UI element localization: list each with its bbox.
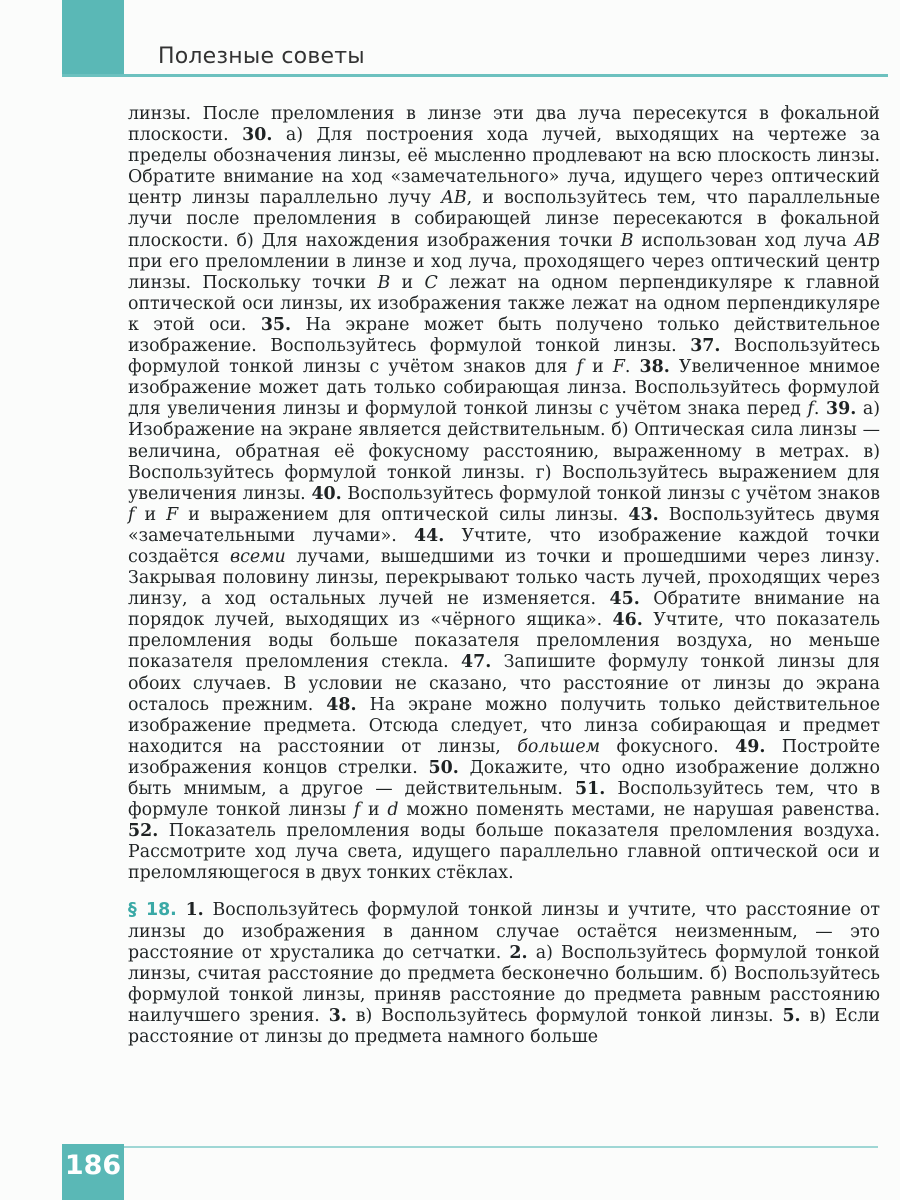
item-number: 30.	[242, 125, 273, 146]
footer-rule	[124, 1146, 878, 1148]
item-number: 51.	[575, 779, 606, 799]
text-run: Увеличенное мнимое изображение может дать только собирающая линза. Воспользуйтесь формулой для увеличения линзы и формулой тонкой линзы с учётом знака перед	[128, 357, 880, 420]
page-content	[128, 104, 880, 1048]
italic-term: f	[128, 504, 135, 525]
paragraph-section-18	[128, 900, 880, 1048]
item-number: 40.	[311, 483, 342, 504]
text-run: и выражением для оптической силы линзы.	[178, 504, 629, 525]
text-run: Воспользуйтесь формулой тонкой линзы с учётом знаков для	[128, 336, 880, 378]
paragraph-1	[128, 104, 880, 884]
text-run: а) Воспользуйтесь формулой тонкой линзы, считая расстояние до предмета бесконечно большим. б) Воспользуйтесь формулой тонкой линзы, приняв расстояние до предмета равным расстоянию наилучшего зрения.	[128, 942, 880, 1026]
text-run: .	[624, 357, 640, 378]
header-tab	[62, 0, 124, 76]
text-run: а) Для построения хода лучей, выходящих на чертеже за пределы обозначения линзы, её мысленно продлевают на всю плоскость линзы. Обратите внимание на ход «замечательного» луча, идущего через оптический центр линзы параллельно лучу	[128, 125, 880, 209]
text-run	[177, 900, 186, 920]
page-number: 186	[64, 1150, 122, 1181]
text-run: при его преломлении в линзе и ход луча, проходящего через оптический центр линзы. Поскольку точки	[128, 251, 880, 293]
item-number: 45.	[609, 589, 640, 610]
italic-term: всеми	[229, 546, 286, 567]
italic-term: C	[424, 272, 438, 293]
item-number: 47.	[461, 652, 492, 673]
section-number: § 18.	[128, 900, 177, 921]
item-number: 1.	[185, 900, 204, 921]
text-run: Воспользуйтесь формулой тонкой линзы и учтите, что расстояние от линзы до изображения в данном случае остаётся неизменным, — это расстояние от хрусталика до сетчатки.	[128, 900, 880, 963]
italic-term: B	[377, 272, 391, 293]
text-run: и	[360, 800, 388, 821]
text-run: в) Воспользуйтесь формулой тонкой линзы.	[346, 1005, 783, 1026]
text-run: лежат на одном перпендикуляре к главной оптической оси линзы, их изображения также лежат на одном перпендикуляре к этой оси.	[128, 272, 880, 335]
text-run: Докажите, что одно изображение должно быть мнимым, а другое — действительным.	[128, 757, 880, 799]
item-number: 3.	[328, 1005, 347, 1026]
text-run: На экране может быть получено только действительное изображение. Воспользуйтесь формулой тонкой линзы.	[128, 314, 880, 357]
text-run: .	[813, 399, 826, 420]
item-number: 49.	[735, 736, 766, 757]
text-run: Воспользуйтесь формулой тонкой линзы с учётом знаков	[341, 483, 880, 504]
text-run: Постройте изображения концов стрелки.	[128, 736, 880, 778]
text-run: Воспользуйтесь тем, что в формуле тонкой линзы	[128, 779, 880, 821]
text-run: а) Изображение на экране является действительным. б) Оптическая сила линзы — величина, обратная её фокусному расстоянию, выраженному в метрах. в) Воспользуйтесь формулой тонкой линзы. г) Воспользуйтесь выражением для увеличения линзы.	[128, 399, 880, 504]
text-run: фокусного.	[600, 736, 736, 757]
italic-term: F	[166, 504, 179, 525]
item-number: 48.	[326, 694, 357, 715]
text-run: в) Если расстояние от линзы до предмета намного больше	[128, 1005, 880, 1048]
italic-term: AB	[441, 188, 467, 209]
italic-term: B	[620, 230, 634, 251]
text-run: Учтите, что показатель преломления воды больше показателя преломления воздуха, но меньше показателя преломления стекла.	[128, 610, 880, 673]
italic-term: d	[387, 800, 399, 821]
italic-term: f	[576, 357, 584, 378]
item-number: 43.	[628, 504, 659, 525]
text-run: лучами, вышедшими из точки и прошедшими через линзу. Закрывая половину линзы, перекрывают только часть лучей, проходящих через линзу, а ход остальных лучей не изменяется.	[128, 546, 880, 610]
text-run: Воспользуйтесь двумя «замечательными лучами».	[128, 504, 880, 546]
text-run: и	[583, 357, 613, 378]
text-run: и	[390, 272, 425, 293]
item-number: 39.	[826, 399, 857, 420]
item-number: 2.	[509, 942, 528, 963]
italic-term: f	[807, 399, 814, 420]
text-run: Обратите внимание на порядок лучей, выходящих из «чёрного ящика».	[128, 589, 880, 631]
item-number: 35.	[260, 314, 292, 335]
text-run: , и воспользуйтесь тем, что параллельные лучи после преломления в собирающей линзе пересекаются в фокальной плоскости. б) Для нахождения изображения точки	[128, 188, 881, 251]
italic-term: большем	[517, 736, 601, 757]
page-header-title: Полезные советы	[158, 44, 365, 69]
item-number: 5.	[782, 1005, 801, 1026]
text-run: Учтите, что изображение каждой точки создаётся	[128, 525, 880, 567]
text-run: Запишите формулу тонкой линзы для обоих случаев. В условии не сказано, что расстояние от линзы до экрана осталось прежним.	[128, 652, 881, 715]
item-number: 46.	[612, 610, 643, 631]
item-number: 37.	[690, 336, 721, 357]
text-run: линзы. После преломления в линзе эти два луча пересекутся в фокальной плоскости.	[128, 104, 880, 146]
text-run: Показатель преломления воды больше показателя преломления воздуха. Рассмотрите ход луча света, идущего параллельно главной оптической оси и преломляющегося в двух тонких стёклах.	[128, 821, 880, 884]
item-number: 44.	[414, 525, 445, 546]
italic-term: AB	[854, 230, 880, 251]
text-run: использован ход луча	[633, 230, 855, 251]
text-run: можно поменять местами, не нарушая равенства.	[398, 800, 880, 821]
italic-term: f	[353, 800, 361, 821]
item-number: 50.	[428, 757, 459, 778]
header-rule	[62, 74, 888, 77]
item-number: 52.	[128, 821, 159, 842]
italic-term: F	[612, 357, 625, 378]
item-number: 38.	[639, 357, 670, 378]
text-run: и	[134, 504, 167, 525]
text-run: На экране можно получить только действительное изображение предмета. Отсюда следует, что линза собирающая и предмет находится на расстоянии от линзы,	[128, 694, 881, 757]
